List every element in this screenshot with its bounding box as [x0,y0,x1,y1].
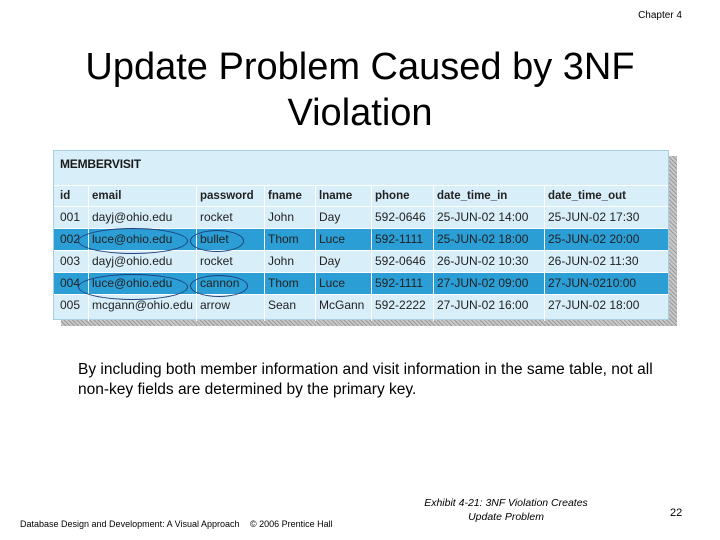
table-cell: 26-JUN-02 10:30 [437,254,529,268]
explanation-text: By including both member information and visit information in the same table, not all non-key fields are determined by the primary key. [78,361,653,398]
column-divider [315,185,316,321]
table-cell: John [268,210,295,224]
table-cell: 26-JUN-02 11:30 [548,254,639,268]
footer [20,519,341,529]
table-cell: rocket [200,210,233,224]
table-cell: 592-2222 [375,298,426,312]
table-cell: 592-1111 [375,276,424,290]
email-circle-row-004 [78,274,188,300]
table-cell: arrow [200,298,231,312]
column-divider [371,185,372,321]
column-divider [196,185,197,321]
column-divider [264,185,265,321]
table-cell: Thom [268,232,299,246]
column-header: date_time_out [548,190,626,202]
table-name: MEMBERVISIT [60,157,141,171]
table-header-row [54,185,668,207]
column-header: id [60,190,71,202]
table-cell: 27-JUN-02 09:00 [437,276,529,290]
table-cell: John [268,254,295,268]
table-cell: 27-JUN-0210:00 [548,276,637,290]
column-header: fname [268,190,302,202]
column-header: lname [319,190,353,202]
password-circle-row-004 [190,275,248,297]
table-cell: 005 [60,298,81,312]
slide-title-line-1: Update Problem Caused by 3NF [85,46,635,88]
table-cell: 27-JUN-02 18:00 [548,298,640,312]
password-circle-row-002 [190,230,244,252]
table-row [54,207,668,229]
table-cell: 592-0646 [375,210,426,224]
caption-line-2: Update Problem [468,511,544,523]
column-header: email [92,190,122,202]
table-cell: luce@ohio.edu [92,276,173,290]
table-cell: 001 [60,210,81,224]
column-header: date_time_in [437,190,508,202]
table-cell: mcgann@ohio.edu [92,298,193,312]
table-cell: 004 [60,276,81,290]
table-cell: 002 [60,232,81,246]
table-cell: Day [319,210,341,224]
table-cell: cannon [200,276,240,290]
column-header: phone [375,190,410,202]
table-cell: 25-JUN-02 20:00 [548,232,640,246]
table-cell: McGann [319,298,365,312]
table-cell: luce@ohio.edu [92,232,173,246]
caption-line-1: Exhibit 4-21: 3NF Violation Creates [424,497,588,509]
table-cell: 27-JUN-02 16:00 [437,298,529,312]
column-header: password [200,190,254,202]
table-cell: 25-JUN-02 17:30 [548,210,640,224]
table-cell: Thom [268,276,299,290]
slide-title-line-2: Violation [287,92,433,134]
table-cell: Sean [268,298,297,312]
slide-title [0,44,720,136]
table-cell: bullet [200,232,229,246]
footer-book-title: Database Design and Development: A Visual Approach [20,519,240,529]
footer-copyright: © 2006 Prentice Hall [250,519,333,529]
table-cell: dayj@ohio.edu [92,210,173,224]
table-cell: Luce [319,232,346,246]
table-cell: 25-JUN-02 18:00 [437,232,529,246]
email-circle-row-002 [78,228,188,254]
exhibit-caption [388,496,624,524]
table-cell: Day [319,254,341,268]
table-cell: 592-0646 [375,254,426,268]
page-number: 22 [670,507,683,519]
table-row [54,251,668,273]
chapter-label: Chapter 4 [638,10,682,21]
table-cell: Luce [319,276,346,290]
table-cell: 592-1111 [375,232,424,246]
column-divider [88,185,89,321]
column-divider [433,185,434,321]
table-cell: 003 [60,254,81,268]
table-cell: dayj@ohio.edu [92,254,173,268]
column-divider [544,185,545,321]
table-cell: rocket [200,254,233,268]
table-cell: 25-JUN-02 14:00 [437,210,529,224]
